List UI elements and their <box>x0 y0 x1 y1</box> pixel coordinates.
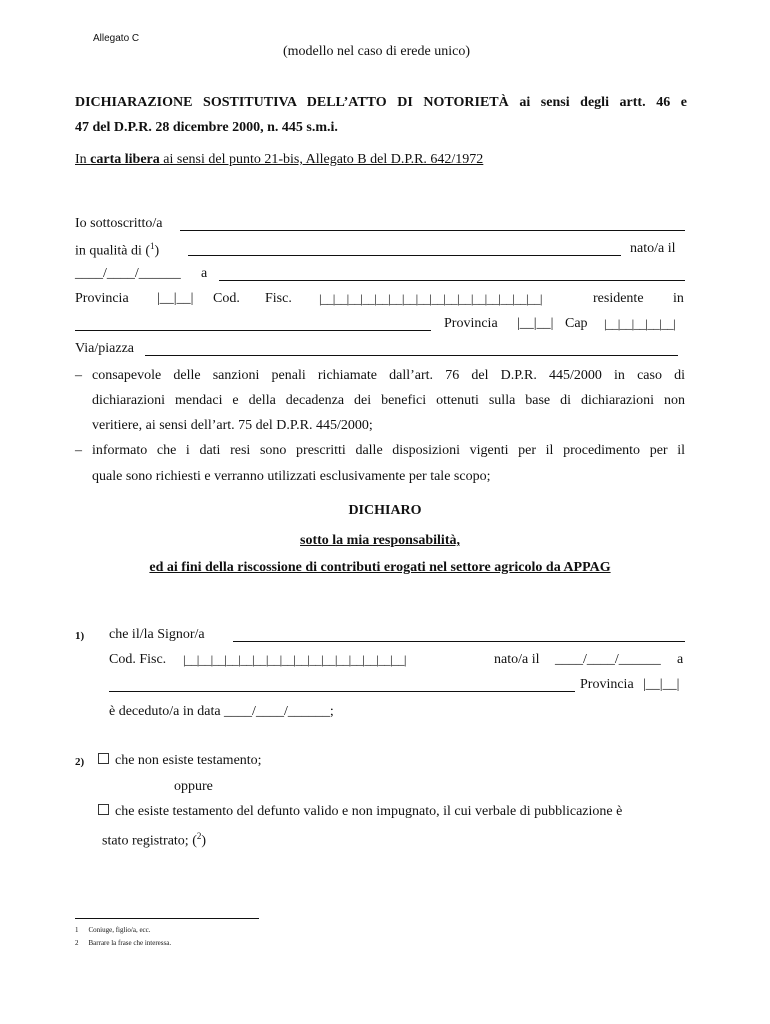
dichiaro-line2: ed ai fini della riscossione di contributi erogati nel settore agricolo da APPAG <box>149 560 611 575</box>
section1-number: 1) <box>75 630 85 642</box>
signor-field[interactable] <box>233 641 685 642</box>
fisc-label: Fisc. <box>265 291 292 306</box>
option-testamento[interactable] <box>98 804 622 820</box>
in-label: in <box>673 291 684 306</box>
carta-bold: carta libera <box>90 152 160 167</box>
footnote-2-number: 2 <box>75 939 79 947</box>
allegato-label: Allegato C <box>93 33 140 44</box>
codice-fiscale-boxes[interactable]: |__|__|__|__|__|__|__|__|__|__|__|__|__|__|__|__| <box>319 291 542 306</box>
cap-boxes[interactable]: |__|__|__|__|__| <box>604 316 676 331</box>
option1-text: che non esiste testamento; <box>115 753 262 768</box>
option2-line2 <box>102 831 206 850</box>
cap-label: Cap <box>565 316 588 331</box>
cod-label: Cod. <box>213 291 240 306</box>
checkbox-testamento[interactable] <box>98 804 109 815</box>
option2-line2-text: stato registrato; ( <box>102 833 197 849</box>
nato-label: nato/a il <box>630 241 676 256</box>
a-label: a <box>201 266 208 281</box>
bullet1-line2: dichiarazioni mendaci e della decadenza dei benefici ottenuti sulla base di dichiarazioni non <box>92 393 685 408</box>
birth-place-field[interactable] <box>219 280 685 281</box>
bullet1-line1: consapevole delle sanzioni penali richiamate dall’art. 76 del D.P.R. 445/2000 in caso di <box>92 368 685 383</box>
footnote-separator <box>75 918 259 919</box>
option2-line2-close: ) <box>201 833 207 849</box>
via-field[interactable] <box>145 355 678 356</box>
bullet-dash-1: – <box>75 368 82 383</box>
section1-provincia-boxes[interactable]: |__|__| <box>643 677 680 692</box>
footnote-2 <box>75 939 171 947</box>
dichiaro-heading: DICHIARO <box>348 503 422 518</box>
footnote-1-text: Coniuge, figlio/a, ecc. <box>88 926 151 934</box>
bullet-dash-2: – <box>75 443 82 458</box>
dichiaro-line1: sotto la mia responsabilità, <box>300 533 460 548</box>
bullet2-line2: quale sono richiesti e verranno utilizzati esclusivamente per tale scopo; <box>92 469 491 484</box>
section1-a-label: a <box>677 652 684 667</box>
section1-cf-boxes[interactable]: |__|__|__|__|__|__|__|__|__|__|__|__|__|__|__|__| <box>183 652 406 667</box>
document-title-line1: DICHIARAZIONE SOSTITUTIVA DELL’ATTO DI NOTORIETÀ ai sensi degli artt. 46 e <box>75 95 687 110</box>
qualita-text: in qualità di ( <box>75 243 151 259</box>
carta-suffix: ai sensi del punto 21-bis, Allegato B del D.P.R. 642/1972 <box>159 152 484 167</box>
bullet1-line3: veritiere, ai sensi dell’art. 75 del D.P.R. 445/2000; <box>92 418 373 433</box>
carta-libera-line <box>75 152 483 168</box>
provincia2-boxes[interactable]: |__|__| <box>517 316 554 331</box>
footnote-2-text: Barrare la frase che interessa. <box>88 939 172 947</box>
footnote-1-number: 1 <box>75 926 79 934</box>
provincia2-label: Provincia <box>444 316 498 331</box>
residente-label: residente <box>593 291 644 306</box>
footnote-ref-1: 1 <box>150 241 155 251</box>
bullet2-line1: informato che i dati resi sono prescritti dalle disposizioni vigenti per il procedimento per il <box>92 443 685 458</box>
option2-text: che esiste testamento del defunto valido e non impugnato, il cui verbale di pubblicazione è <box>115 804 623 819</box>
section2-number: 2) <box>75 756 85 768</box>
section1-place-field[interactable] <box>109 691 575 692</box>
sottoscritto-field[interactable] <box>180 230 685 231</box>
deceduto-line[interactable]: è deceduto/a in data ____/____/______; <box>109 704 334 719</box>
sottoscritto-label: Io sottoscritto/a <box>75 216 163 231</box>
provincia-label: Provincia <box>75 291 129 306</box>
via-label: Via/piazza <box>75 341 135 356</box>
birth-date-field[interactable]: ____/____/______ <box>75 266 181 281</box>
document-title-line2: 47 del D.P.R. 28 dicembre 2000, n. 445 s.m.i. <box>75 120 338 135</box>
oppure-label: oppure <box>174 779 213 794</box>
qualita-field[interactable] <box>188 255 621 256</box>
qualita-label <box>75 241 159 260</box>
checkbox-no-testamento[interactable] <box>98 753 109 764</box>
document-subtitle: (modello nel caso di erede unico) <box>283 44 470 59</box>
footnote-ref-2: 2 <box>196 831 202 841</box>
provincia-boxes[interactable]: |__|__| <box>157 291 194 306</box>
option-no-testamento[interactable] <box>98 753 262 769</box>
signor-label: che il/la Signor/a <box>109 627 205 642</box>
qualita-close: ) <box>154 243 160 259</box>
footnote-1 <box>75 926 151 934</box>
section1-nato-label: nato/a il <box>494 652 540 667</box>
section1-cf-label: Cod. Fisc. <box>109 652 167 667</box>
section1-provincia-label: Provincia <box>580 677 634 692</box>
carta-prefix: In <box>75 152 91 167</box>
residence-field[interactable] <box>75 330 431 331</box>
section1-date-field[interactable]: ____/____/______ <box>555 652 661 667</box>
